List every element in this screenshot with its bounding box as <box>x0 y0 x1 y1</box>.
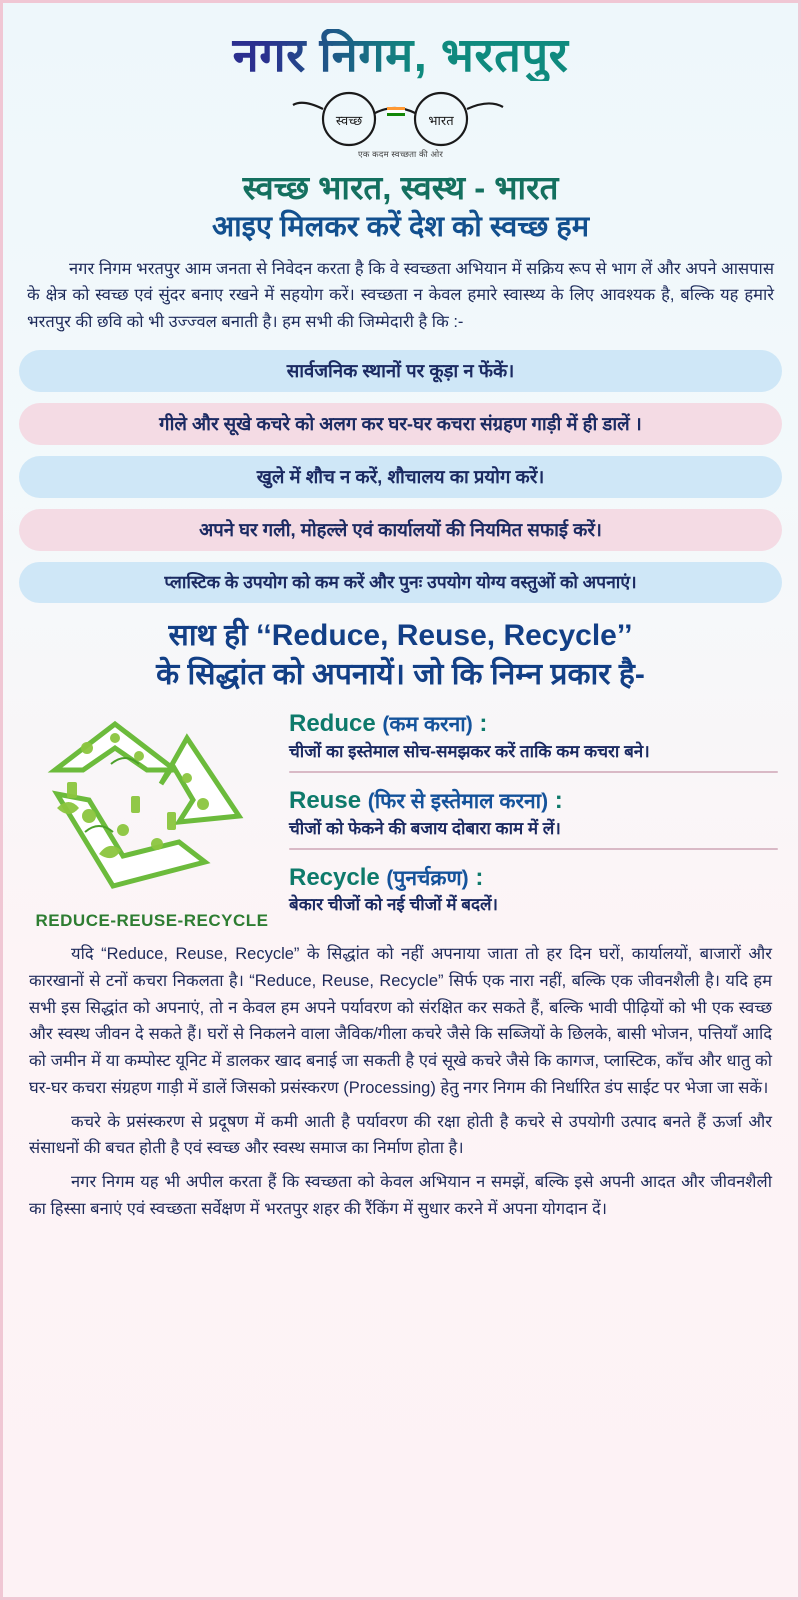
intro-paragraph: नगर निगम भरतपुर आम जनता से निवेदन करता है कि वे स्वच्छता अभियान में सक्रिय रूप से भाग लें और अपने आसपास के क्षेत्र को स्वच्छ एवं सुंदर बनाए रखने में सहयोग करें। स्वच्छता न केवल हमारे स्वास्थ्य के लिए आवश्यक है, बल्कि यह हमारे भरतपुर की छवि को भी उज्ज्वल बनाती है। हम सभी की जिम्मेदारी है कि :- <box>27 259 774 331</box>
rrr-term-reduce <box>289 710 778 738</box>
logo-tagline: एक कदम स्वच्छता की ओर <box>357 148 444 159</box>
rrr-section <box>23 704 778 931</box>
list-item: खुले में शौच न करें, शौचालय का प्रयोग करें। <box>19 456 782 498</box>
rrr-term-hi: (फिर से इस्तेमाल करना) <box>367 789 549 813</box>
bottom-paragraph: यदि “Reduce, Reuse, Recycle” के सिद्धांत को नहीं अपनाया जाता तो हर दिन घरों, कार्यालयों, बाजारों और कारखानों से टनों कचरा निकलता है। “Reduce, Reuse, Recycle” सिर्फ एक नारा नहीं, बल्कि एक जीवनशैली है। यदि हम सभी इस सिद्धांत को अपनाएं, तो न केवल हम अपने पर्यावरण को संरक्षित कर सकते हैं, बल्कि भावी पीढ़ियों को भी एक स्वच्छ और स्वस्थ जीवन दे सकते हैं। घरों से निकलने वाला जैविक/गीला कचरे जैसे कि सब्जियों के छिलके, बासी भोजन, पत्तियाँ आदि को जमीन में या कम्पोस्ट यूनिट में डालकर खाद बनाई जा सकती है एवं सूखे कचरे जैसे कि कागज, प्लास्टिक, काँच और धातु को घर-घर कचरा संग्रहण गाड़ी में डालें जिसको प्रसंस्करण (Processing) हेतु नगर निगम की निर्धारित डंप साईट पर भेजा जा सकें। <box>29 945 772 1097</box>
rrr-definitions <box>281 704 778 918</box>
rrr-heading-line-2: के सिद्धांत को अपनायें। जो कि निम्न प्रकार है- <box>156 657 645 691</box>
rrr-item-recycle <box>289 864 778 917</box>
rrr-desc-reduce: चीजों का इस्तेमाल सोच-समझकर करें ताकि कम कचरा बने। <box>289 741 650 761</box>
list-item: गीले और सूखे कचरे को अलग कर घर-घर कचरा संग्रहण गाड़ी में ही डालें । <box>19 403 782 445</box>
recycle-arrows-icon <box>27 704 277 904</box>
rrr-term-en: Reuse <box>289 786 362 814</box>
rrr-term-hi: (पुनर्चक्रण) <box>386 866 469 890</box>
bottom-paragraph: नगर निगम यह भी अपील करता हैं कि स्वच्छता को केवल अभियान न समझें, बल्कि इसे अपनी आदत और जीवनशैली का हिस्सा बनाएं एवं स्वच्छता सर्वेक्षण में भरतपुर शहर की रैंकिंग में सुधार करने में अपना योगदान दें। <box>29 1172 772 1218</box>
list-item: सार्वजनिक स्थानों पर कूड़ा न फेंकें। <box>19 350 782 392</box>
glasses-icon <box>291 87 511 149</box>
divider <box>289 771 778 773</box>
rrr-term-reuse <box>289 787 778 815</box>
slogan-line-2: आइए मिलकर करें देश को स्वच्छ हम <box>211 211 590 244</box>
rrr-desc-recycle: बेकार चीजों को नई चीजों में बदलें। <box>289 895 498 915</box>
bottom-paragraph: कचरे के प्रसंस्करण से प्रदूषण में कमी आती है पर्यावरण की रक्षा होती है कचरे से उपयोगी उत्पाद बनते हैं ऊर्जा और संसाधनों की बचत होती है एवं स्वच्छ और स्वस्थ समाज का निर्माण होता है। <box>29 1112 772 1158</box>
rrr-term-en: Reduce <box>289 710 376 738</box>
points-list <box>19 350 782 604</box>
bottom-text <box>29 941 772 1222</box>
swachh-bharat-logo <box>17 87 784 149</box>
rrr-image-caption: REDUCE-REUSE-RECYCLE <box>35 911 269 931</box>
rrr-heading-line-1: साथ ही ‘‘Reduce, Reuse, Recycle’’ <box>168 619 633 653</box>
rrr-illustration <box>23 704 281 931</box>
page-title: नगर निगम, भरतपुर <box>17 29 784 81</box>
rrr-term-colon: : <box>475 863 484 891</box>
list-item: प्लास्टिक के उपयोग को कम करें और पुनः उपयोग योग्य वस्तुओं को अपनाएं। <box>19 562 782 603</box>
rrr-term-hi: (कम करना) <box>382 713 473 737</box>
rrr-term-colon: : <box>479 710 488 738</box>
rrr-item-reuse <box>289 787 778 850</box>
rrr-term-colon: : <box>554 786 563 814</box>
rrr-term-recycle <box>289 864 778 892</box>
logo-right-text: भारत <box>427 112 454 128</box>
rrr-term-en: Recycle <box>289 863 380 891</box>
poster-inner <box>3 3 798 1237</box>
rrr-heading <box>21 617 780 694</box>
logo-left-text: स्वच्छ <box>335 112 362 128</box>
slogan-line-1: स्वच्छ भारत, स्वस्थ - भारत <box>242 168 559 206</box>
divider <box>289 848 778 850</box>
rrr-desc-reuse: चीजों को फेकने की बजाय दोबारा काम में लें। <box>289 818 561 838</box>
rrr-item-reduce <box>289 710 778 773</box>
list-item: अपने घर गली, मोहल्ले एवं कार्यालयों की नियमित सफाई करें। <box>19 509 782 551</box>
